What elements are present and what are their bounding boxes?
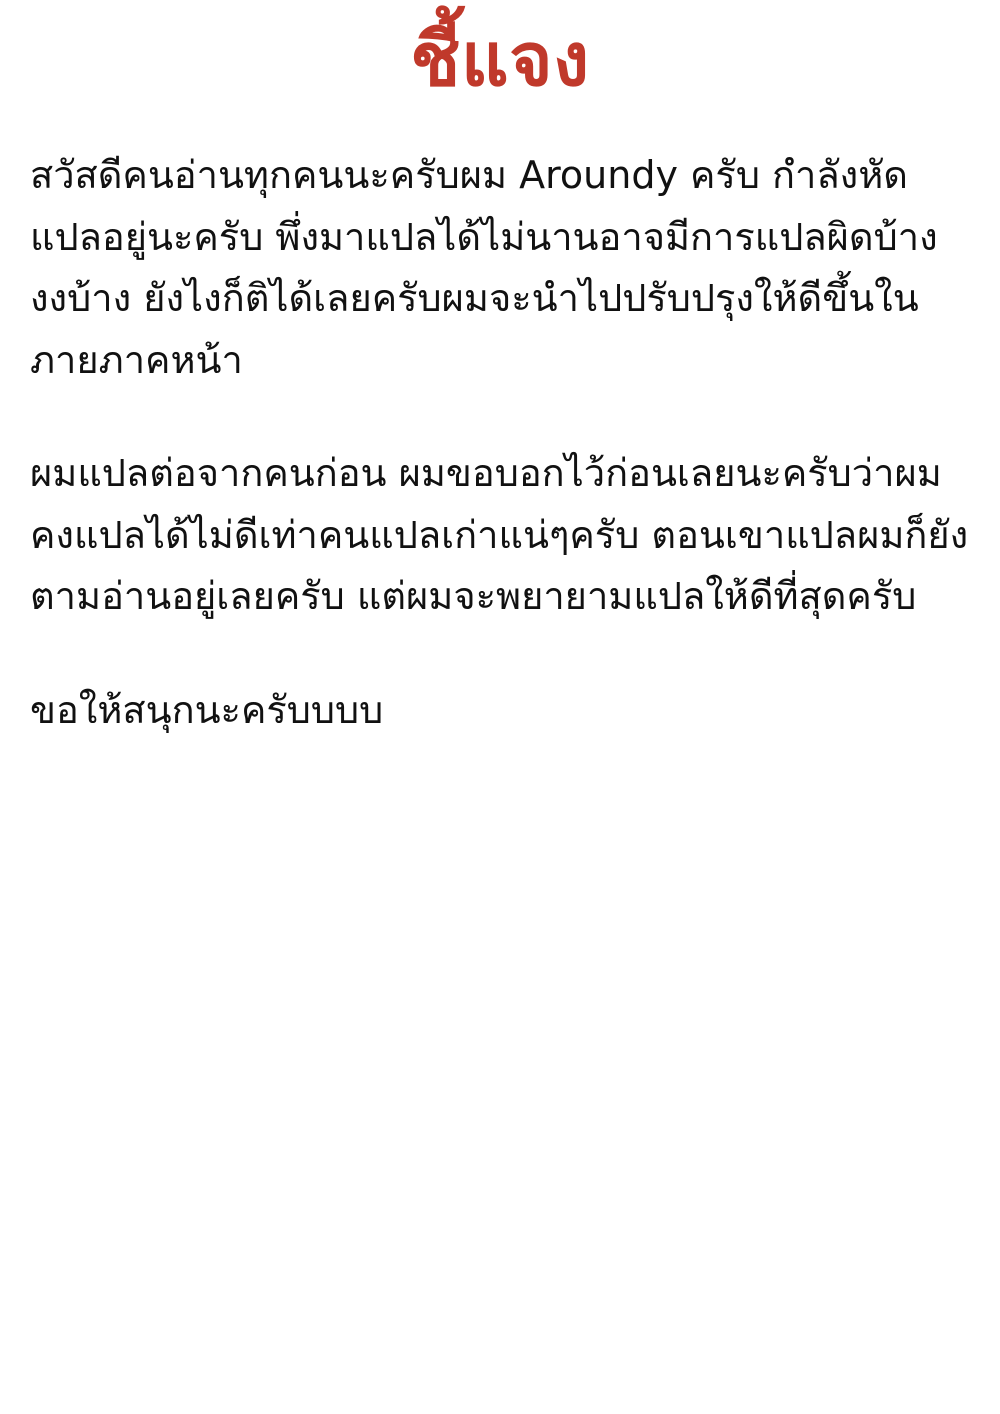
paragraph-note: ผมแปลต่อจากคนก่อน ผมขอบอกไว้ก่อนเลยนะครับว่าผม คงแปลได้ไม่ดีเท่าคนแปลเก่าแน่ๆครับ ตอนเขาแปลผมก็ยังตามอ่านอยู่เลยครับ แต่ผมจะพยายามแปลให้ดีที่สุดครับ xyxy=(30,451,969,619)
paragraph-closing: ขอให้สนุกนะครับบบบ xyxy=(30,687,384,732)
document-body xyxy=(30,145,970,741)
paragraph-intro: สวัสดีคนอ่านทุกคนนะครับผม Aroundy ครับ กำลังหัดแปลอยู่นะครับ พึ่งมาแปลได้ไม่นานอาจมีการแปลผิดบ้าง งงบ้าง ยังไงก็ติได้เลยครับผมจะนำไปปรับปรุงให้ดีขึ้นในภายภาคหน้า xyxy=(30,153,938,382)
page-title: ชี้แจง xyxy=(410,17,590,103)
